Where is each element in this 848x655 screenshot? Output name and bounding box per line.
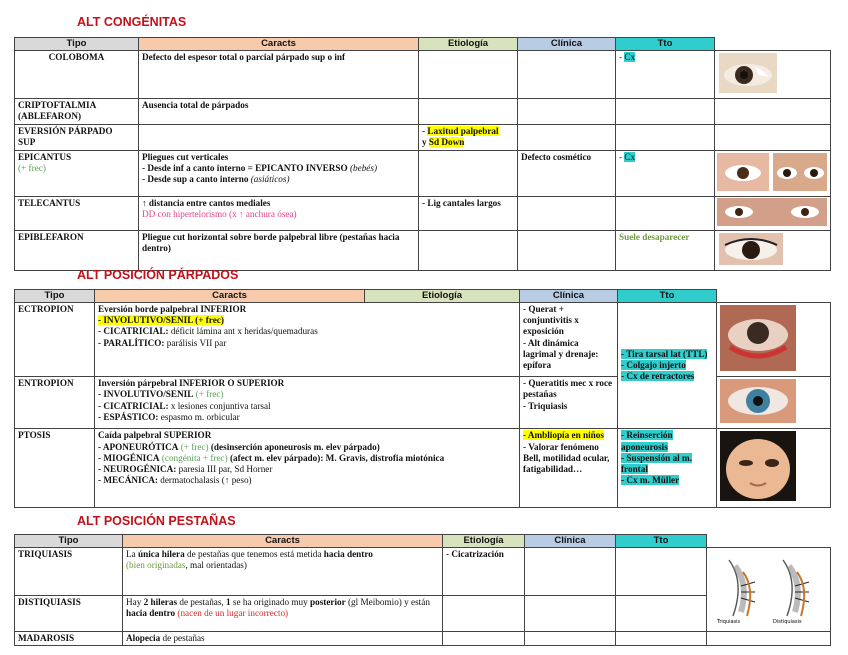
table-header-row [15,535,831,548]
row-tipo: TELECANTUS [15,196,139,230]
row-clinica [518,231,616,271]
row-caracts: ↑ distancia entre cantos mediales DD con hipertelorismo (x ↑ anchura ósea) [139,196,419,230]
header-etiologia: Etiología [443,535,525,548]
row-caracts: Caída palpebral SUPERIOR - APONEURÓTICA (+ frec) (desinserción aponeurosis m. elev párpado) - MIOGÉNICA (congénita + frec) (afect m. elev párpado): M. Gravis, distrofia miotónica - NEUROGÉNICA: paresia III par, Sd Horner - MECÁNICA: dermatochalasis (↑ peso) [95,429,520,507]
row-clinica [518,125,616,150]
row-tipo: PTOSIS [15,429,95,507]
row-etiologia [419,150,518,196]
header-tto: Tto [616,38,715,51]
ptosis-baby-photo [720,431,796,501]
row-image [707,632,831,646]
row-clinica [525,596,616,632]
table-congenitas [14,37,831,271]
row-clinica: - Queratitis mec x roce pestañas - Triquiasis [520,377,618,429]
row-tipo: DISTIQUIASIS [15,596,123,632]
table-row [15,99,831,125]
table-row [15,429,831,507]
row-tipo: EVERSIÓN PÁRPADO SUP [15,125,139,150]
row-clinica [518,51,616,99]
header-tto: Tto [618,290,717,303]
row-clinica [518,196,616,230]
row-tipo: MADAROSIS [15,632,123,646]
row-tto [616,196,715,230]
row-tto: Suele desaparecer [616,231,715,271]
header-caracts: Caracts [123,535,443,548]
row-etiologia: - Laxitud palpebral y Sd Down [419,125,518,150]
table-row [15,632,831,646]
row-caracts: Inversión párpebral INFERIOR O SUPERIOR - INVOLUTIVO/SENIL (+ frec) - CICATRICIAL: x lesiones conjuntiva tarsal - ESPÁSTICO: espasmo m. orbicular [95,377,520,429]
row-image [715,99,831,125]
row-caracts [139,125,419,150]
row-tto: - Cx [616,51,715,99]
row-tto [616,125,715,150]
section-title-pestanas: ALT POSICIÓN PESTAÑAS [77,514,236,528]
table-header-row [15,38,831,51]
row-etiologia [419,99,518,125]
row-image [707,548,831,632]
table-row [15,231,831,271]
header-tipo: Tipo [15,535,123,548]
row-tto [616,596,707,632]
row-etiologia [443,596,525,632]
table-pestanas [14,534,831,646]
row-caracts: Pliegues cut verticales - Desde inf a canto interno = EPICANTO INVERSO (bebés) - Desde sup a canto interno (asiáticos) [139,150,419,196]
row-clinica [525,548,616,596]
row-image [715,150,831,196]
table-row [15,196,831,230]
header-clinica: Clínica [518,38,616,51]
row-caracts: Hay 2 hileras de pestañas, 1 se ha originado muy posterior (gl Meibomio) y están hacia dentro (nacen de un lugar incorrecto) [123,596,443,632]
row-tto: - Reinserción aponeurosis - Suspensión al m. frontal - Cx m. Müller [618,429,717,507]
row-etiologia: - Lig cantales largos [419,196,518,230]
row-tipo: EPICANTUS (+ frec) [15,150,139,196]
table-row [15,125,831,150]
row-image [717,303,831,377]
row-image [715,231,831,271]
table-row [15,548,831,596]
header-image-col [707,535,831,548]
row-etiologia [419,231,518,271]
table-row [15,51,831,99]
row-image [715,196,831,230]
row-caracts: Ausencia total de párpados [139,99,419,125]
row-caracts: Alopecia de pestañas [123,632,443,646]
eyelash-diagram [711,552,825,624]
epiblefaron-photo [719,233,783,265]
table-parpados [14,289,831,508]
section-title-parpados: ALT POSICIÓN PÁRPADOS [77,268,239,282]
table-header-row [15,290,831,303]
row-caracts: La única hilera de pestañas que tenemos está metida hacia dentro (bien originadas, mal orientadas) [123,548,443,596]
row-tipo: CRIPTOFTALMIA (ABLEFARON) [15,99,139,125]
row-tipo: TRIQUIASIS [15,548,123,596]
header-image-col [717,290,831,303]
header-clinica: Clínica [525,535,616,548]
table-row [15,150,831,196]
row-clinica: - Querat + conjuntivitis x exposición - Alt dinámica lagrimal y drenaje: epífora [520,303,618,377]
row-etiologia [443,632,525,646]
header-caracts: Caracts [95,290,365,303]
coloboma-eye-photo [719,53,777,93]
row-caracts: Eversión borde palpebral INFERIOR - INVOLUTIVO/SENIL (+ frec) - CICATRICIAL: déficit lámina ant x heridas/quemaduras - PARALÍTICO: parálisis VII par [95,303,520,377]
header-clinica: Clínica [520,290,618,303]
row-tto [616,632,707,646]
row-caracts: Pliegue cut horizontal sobre borde palpebral libre (pestañas hacia dentro) [139,231,419,271]
row-image [717,377,831,429]
header-tipo: Tipo [15,290,95,303]
table-row [15,303,831,377]
epicantus-photos [717,153,827,191]
diagram-label-right: Distiquiasis [773,619,802,624]
row-tipo: ECTROPION [15,303,95,377]
row-etiologia [419,51,518,99]
row-tto [616,548,707,596]
row-tto [616,99,715,125]
header-image-col [715,38,831,51]
row-caracts: Defecto del espesor total o parcial párpado sup o inf [139,51,419,99]
ectropion-photo [720,305,796,371]
row-clinica: - Ambliopía en niños - Valorar fenómeno Bell, motilidad ocular, fatigabilidad… [520,429,618,507]
row-tto: - Tira tarsal lat (TTL) - Colgajo injerto - Cx de retractores [618,303,717,429]
row-image [715,51,831,99]
header-etiologia: Etiología [419,38,518,51]
row-etiologia: - Cicatrización [443,548,525,596]
section-title-congenitas: ALT CONGÉNITAS [77,15,187,29]
telecantus-photo [717,198,827,226]
row-clinica: Defecto cosmético [518,150,616,196]
row-clinica [518,99,616,125]
row-clinica [525,632,616,646]
row-tipo: EPIBLEFARON [15,231,139,271]
row-image [717,429,831,507]
header-tipo: Tipo [15,38,139,51]
tto-highlight: Cx [624,52,636,62]
header-tto: Tto [616,535,707,548]
row-image [715,125,831,150]
row-tto: - Cx [616,150,715,196]
row-tipo: ENTROPION [15,377,95,429]
diagram-label-left: Triquiasis [717,619,741,624]
entropion-photo [720,379,796,423]
row-tipo: COLOBOMA [15,51,139,99]
header-etiologia: Etiología [365,290,520,303]
header-caracts: Caracts [139,38,419,51]
